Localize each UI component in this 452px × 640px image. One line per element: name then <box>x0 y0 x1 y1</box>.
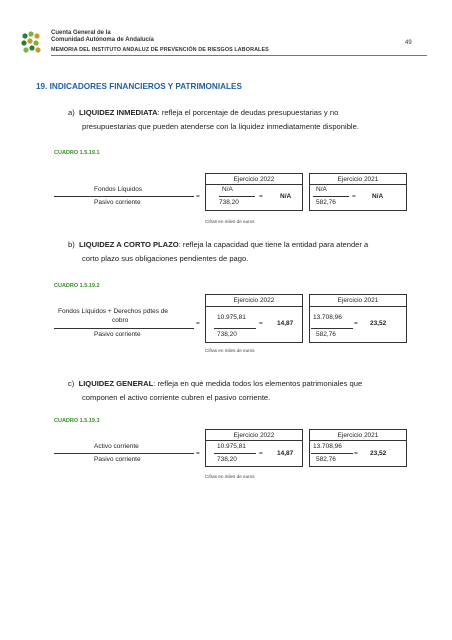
denominator-label: Pasivo corriente <box>94 456 141 463</box>
paragraph-liquidez-general <box>68 377 430 405</box>
fraction-bar-2022 <box>214 328 256 329</box>
box-header-rule <box>309 184 407 185</box>
cifras-note: Cifras en miles de euros <box>205 474 255 479</box>
box-header-rule <box>205 306 303 307</box>
denominator-2022: 738,20 <box>217 456 237 463</box>
numerator-label: Fondos Líquidos <box>94 186 143 193</box>
item-label: LIQUIDEZ A CORTO PLAZO <box>79 240 179 249</box>
box-header-rule <box>309 306 407 307</box>
box-header-rule <box>309 440 407 441</box>
item-letter: b) <box>68 240 75 249</box>
numerator-2021: N/A <box>316 186 327 193</box>
section-title: 19. INDICADORES FINANCIEROS Y PATRIMONIALES <box>36 82 242 91</box>
memoria-title: MEMORIA DEL INSTITUTO ANDALUZ DE PREVENCIÓN DE RIESGOS LABORALES <box>51 47 269 53</box>
fraction-bar-2021 <box>311 328 353 329</box>
org-name-line1: Cuenta General de la <box>51 30 111 36</box>
item-text-line2: corto plazo sus obligaciones pendientes de pago. <box>82 254 249 263</box>
box-header-rule <box>205 440 303 441</box>
header-2022: Ejercicio 2022 <box>233 432 275 439</box>
denominator-2021: 582,76 <box>316 331 336 338</box>
result-2022: 14,87 <box>277 320 294 327</box>
cuadro-label: CUADRO 1.5.19.2 <box>54 283 100 289</box>
cifras-note: Cifras en miles de euros <box>205 219 255 224</box>
fraction-bar <box>54 328 194 329</box>
result-2021: 23,52 <box>370 450 387 457</box>
fraction-bar-2021 <box>313 196 349 197</box>
denominator-2021: 582,76 <box>316 199 336 206</box>
result-2022: 14,87 <box>277 450 294 457</box>
box-header-rule <box>205 184 303 185</box>
equals-sign-2021: = <box>352 193 356 200</box>
item-text-line2: presupuestarias que pueden atenderse con la liquidez inmediatamente disponible. <box>82 122 359 131</box>
denominator-2022: 738,20 <box>219 199 239 206</box>
equals-sign-2022: = <box>259 320 263 327</box>
item-text-line1: : refleja en qué medida todos los elementos patrimoniales que <box>153 379 363 388</box>
junta-andalucia-logo <box>20 30 46 56</box>
denominator-label: Pasivo corriente <box>94 199 141 206</box>
fraction-bar <box>54 453 194 454</box>
header-2021: Ejercicio 2021 <box>337 297 379 304</box>
result-2021: 23,52 <box>370 320 387 327</box>
header-2022: Ejercicio 2022 <box>233 176 275 183</box>
item-text-line2: componen el activo corriente cubren el pasivo corriente. <box>82 393 271 402</box>
header-divider <box>51 55 427 56</box>
item-label: LIQUIDEZ INMEDIATA <box>79 108 158 117</box>
denominator-label: Pasivo corriente <box>94 331 141 338</box>
item-text-line1: : refleja el porcentaje de deudas presupuestarias y no <box>157 108 339 117</box>
equals-sign-2022: = <box>259 193 263 200</box>
item-letter: c) <box>68 379 75 388</box>
result-2021: N/A <box>372 193 384 200</box>
numerator-label: Activo corriente <box>94 443 139 450</box>
cifras-note: Cifras en miles de euros <box>205 348 255 353</box>
fraction-bar-2022 <box>219 196 255 197</box>
page-number: 49 <box>405 40 412 46</box>
equals-sign-2021: = <box>354 450 358 457</box>
cuadro-label: CUADRO 1.5.19.3 <box>54 418 100 424</box>
numerator-2021: 13.708,96 <box>313 314 342 321</box>
equals-sign: = <box>196 320 200 327</box>
equals-sign-2021: = <box>354 320 358 327</box>
numerator-2022: 10.975,81 <box>217 443 246 450</box>
item-text-line1: : refleja la capacidad que tiene la entidad para atender a <box>178 240 369 249</box>
equals-sign: = <box>196 193 200 200</box>
numerator-2022: 10.975,81 <box>217 314 246 321</box>
header-2021: Ejercicio 2021 <box>337 176 379 183</box>
fraction-bar-2021 <box>311 453 353 454</box>
org-name-line2: Comunidad Autónoma de Andalucía <box>51 37 154 43</box>
header-2021: Ejercicio 2021 <box>337 432 379 439</box>
denominator-2021: 582,76 <box>316 456 336 463</box>
paragraph-liquidez-corto-plazo <box>68 238 430 266</box>
result-2022: N/A <box>280 193 292 200</box>
denominator-2022: 738,20 <box>217 331 237 338</box>
equals-sign: = <box>196 450 200 457</box>
fraction-bar <box>54 196 194 197</box>
numerator-2022: N/A <box>222 186 233 193</box>
fraction-bar-2022 <box>214 453 256 454</box>
equals-sign-2022: = <box>259 450 263 457</box>
cuadro-label: CUADRO 1.5.19.1 <box>54 150 100 156</box>
numerator-2021: 13.708,96 <box>313 443 342 450</box>
numerator-label-line2: cobro <box>112 317 129 324</box>
item-label: LIQUIDEZ GENERAL <box>78 379 154 388</box>
header-2022: Ejercicio 2022 <box>233 297 275 304</box>
item-letter: a) <box>68 108 75 117</box>
paragraph-liquidez-inmediata <box>68 106 430 134</box>
numerator-label-line1: Fondos Líquidos + Derechos pdtes de <box>58 308 169 315</box>
